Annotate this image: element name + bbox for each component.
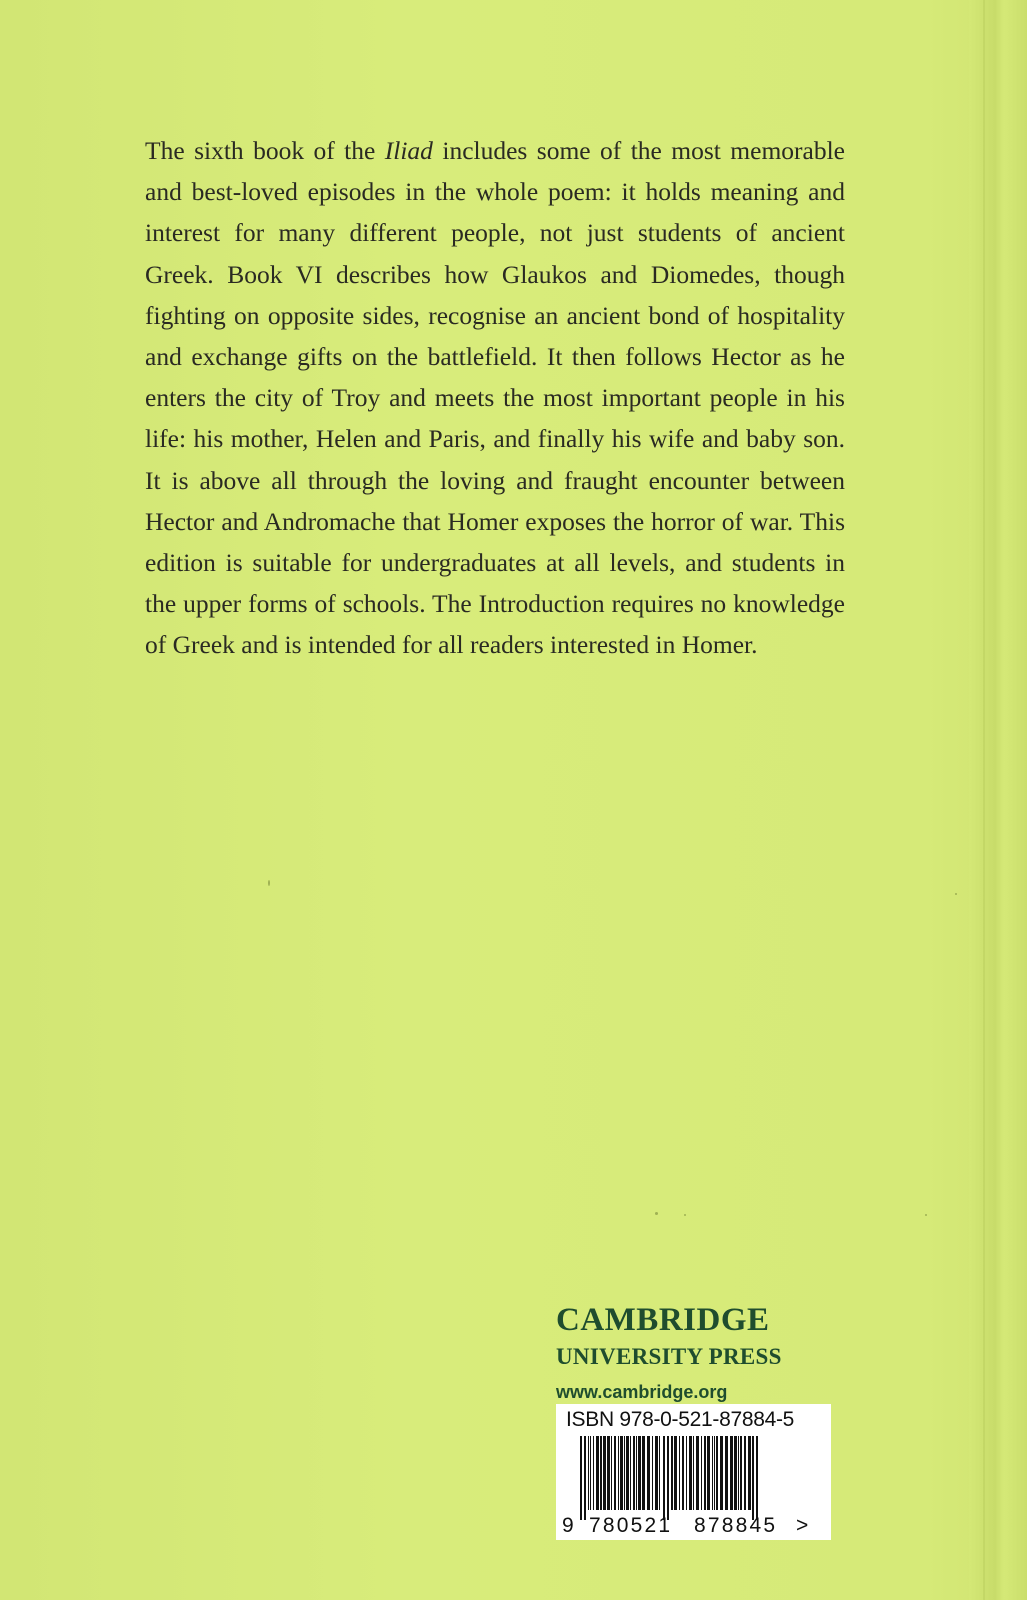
- barcode-bar: [679, 1436, 680, 1510]
- cover-speck: [684, 1214, 686, 1216]
- barcode-bar: [593, 1436, 594, 1510]
- barcode-bar: [752, 1436, 754, 1520]
- isbn-text: ISBN 978-0-521-87884-5: [566, 1408, 795, 1431]
- barcode-bar: [738, 1436, 739, 1510]
- barcode-bar: [618, 1436, 619, 1510]
- barcode-label: [556, 1404, 831, 1540]
- barcode-bar: [636, 1436, 637, 1510]
- barcode-bar: [638, 1436, 641, 1510]
- barcode-bar: [720, 1436, 723, 1510]
- publisher-subtitle: UNIVERSITY PRESS: [556, 1344, 782, 1369]
- barcode-left-digits: 780521: [589, 1514, 673, 1537]
- barcode-bar: [696, 1436, 699, 1510]
- barcode-bar: [647, 1436, 650, 1510]
- barcode-lead-digit: 9: [562, 1514, 574, 1537]
- barcode-bar: [734, 1436, 737, 1510]
- barcode-bar: [725, 1436, 728, 1510]
- barcode-bar: [590, 1436, 591, 1510]
- blurb-book-title: Iliad: [384, 136, 433, 165]
- cover-blurb: [145, 130, 845, 666]
- barcode-bar: [652, 1436, 653, 1510]
- barcode-bar: [626, 1436, 629, 1510]
- barcode-bar: [600, 1436, 602, 1510]
- barcode-bar: [716, 1436, 718, 1510]
- barcode-bar: [659, 1436, 660, 1510]
- spine-fold-line: [983, 0, 985, 1600]
- barcode-bar: [744, 1436, 746, 1510]
- blurb-text-rest: includes some of the most memorable and best-loved episodes in the whole poem: it holds meaning and interest for many different people, not just students of ancient Greek. Book VI describes how Glaukos and Diomedes, though fighting on opposite sides, recognise an ancient bond of hospitality and exchange gifts on the battlefield. It then follows Hector as he enters the city of Troy and meets the most important people in his life: his mother, Helen and Paris, and finally his wife and baby son. It is above all through the loving and fraught encounter between Hector and Andromache that Homer exposes the horror of war. This edition is suitable for undergraduates at all levels, and students in the upper forms of schools. The Introduction requires no knowledge of Greek and is intended for all readers interested in Homer.: [145, 136, 845, 660]
- barcode-bar: [630, 1436, 631, 1510]
- barcode-bar: [584, 1436, 586, 1520]
- barcode-bar: [693, 1436, 694, 1510]
- barcode-bar: [655, 1436, 658, 1510]
- barcode-bar: [611, 1436, 612, 1510]
- barcode-bar: [633, 1436, 635, 1510]
- publisher-name: CAMBRIDGE: [556, 1302, 770, 1338]
- barcode-bar: [740, 1436, 742, 1510]
- barcode-bar: [707, 1436, 710, 1510]
- barcode-bar: [596, 1436, 599, 1510]
- barcode-bar: [730, 1436, 733, 1510]
- barcode-bar: [748, 1436, 751, 1510]
- barcode-bar: [614, 1436, 616, 1510]
- barcode-bar: [674, 1436, 677, 1510]
- barcode-bar: [663, 1436, 665, 1520]
- barcode-bar: [714, 1436, 715, 1510]
- barcode-bar: [624, 1436, 625, 1510]
- spine-edge: [969, 0, 1027, 1600]
- publisher-block: [556, 1300, 856, 1404]
- barcode-bar: [588, 1436, 589, 1510]
- barcode-bar: [701, 1436, 702, 1510]
- publisher-website: www.cambridge.org: [556, 1382, 728, 1402]
- barcode-bar: [682, 1436, 684, 1510]
- cover-speck: [655, 1212, 658, 1215]
- cover-speck: [925, 1214, 927, 1216]
- barcode-bar: [671, 1436, 673, 1510]
- barcode-bar: [686, 1436, 687, 1510]
- barcode-bar: [712, 1436, 713, 1510]
- barcode-bar: [580, 1436, 582, 1520]
- cover-speck: [955, 893, 957, 895]
- barcode-bar: [620, 1436, 623, 1510]
- barcode-bar: [756, 1436, 758, 1520]
- barcode-bar: [667, 1436, 669, 1520]
- blurb-text-start: The sixth book of the: [145, 136, 385, 165]
- barcode-quiet-zone-mark: >: [796, 1514, 809, 1537]
- cover-speck: [268, 880, 270, 886]
- barcode-bar: [642, 1436, 645, 1510]
- barcode-right-digits: 878845: [694, 1514, 778, 1537]
- barcode-bar: [689, 1436, 692, 1510]
- barcode-bar: [603, 1436, 606, 1510]
- barcode-bar: [607, 1436, 610, 1510]
- barcode-bar: [704, 1436, 706, 1510]
